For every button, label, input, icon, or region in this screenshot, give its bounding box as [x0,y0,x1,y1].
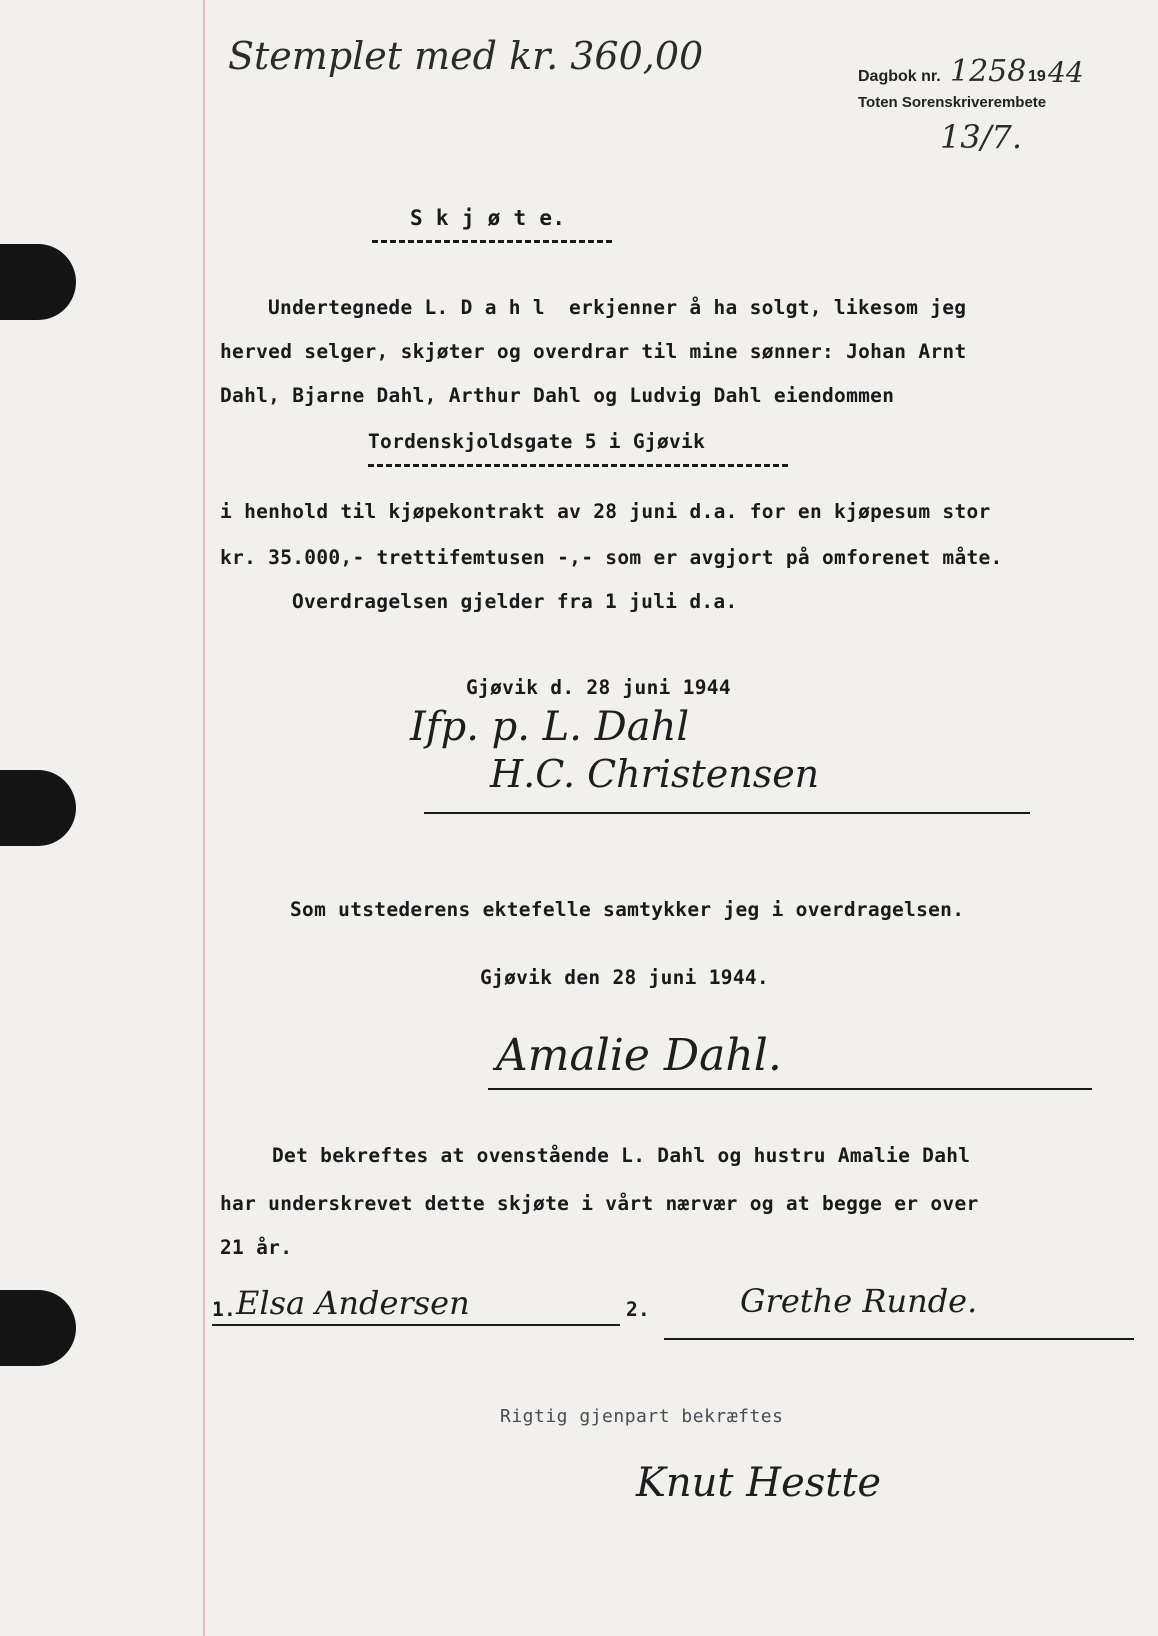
title-underline [372,240,612,243]
punch-hole-middle [0,770,76,846]
punch-hole-top [0,244,76,320]
witness-signature-2: Grethe Runde. [740,1282,978,1320]
dagbok-year-suffix: 44 [1048,56,1084,89]
witness-signature-1: Elsa Andersen [236,1284,470,1322]
office-name: Toten Sorenskriverembete [858,94,1047,111]
witness-line-1: Det bekreftes at ovenstående L. Dahl og hustru Amalie Dahl [272,1144,971,1167]
document-title: S k j ø t e. [410,206,566,230]
margin-line [203,0,205,1636]
stamp-note: Stemplet med kr. 360,00 [228,34,704,78]
certification-signature: Knut Hestte [636,1460,882,1506]
body-line-6: Overdragelsen gjelder fra 1 juli d.a. [292,590,738,613]
consent-text: Som utstederens ektefelle samtykker jeg i overdragelsen. [290,898,965,921]
witness-rule-1 [212,1324,620,1326]
body-line-5: kr. 35.000,- trettifemtusen -,- som er avgjort på omforenet måte. [220,546,1003,569]
date-note: 13/7. [940,118,1023,156]
witness-line-3: 21 år. [220,1236,293,1259]
signature-amalie-dahl: Amalie Dahl. [496,1030,782,1081]
property-underline [368,464,788,467]
punch-hole-bottom [0,1290,76,1366]
witness-number-1: 1. [212,1298,237,1321]
certification-text: Rigtig gjenpart bekræftes [500,1406,784,1427]
body-line-4: i henhold til kjøpekontrakt av 28 juni d.a. for en kjøpesum stor [220,500,991,523]
body-line-1: Undertegnede L. D a h l erkjenner å ha solgt, likesom jeg [268,296,967,319]
dagbok-number: 1258 [950,54,1027,89]
signature-rule-1 [424,812,1030,814]
witness-number-2: 2. [626,1298,651,1321]
witness-rule-2 [664,1338,1134,1340]
signature-dahl: Ifp. p. L. Dahl [410,704,690,750]
consent-place-date: Gjøvik den 28 juni 1944. [480,966,769,989]
witness-line-2: har underskrevet dette skjøte i vårt nærvær og at begge er over [220,1192,979,1215]
dagbok-label: Dagbok nr. [858,68,941,85]
property-name: Tordenskjoldsgate 5 i Gjøvik [368,430,706,453]
body-line-2: herved selger, skjøter og overdrar til mine sønner: Johan Arnt [220,340,967,363]
body-line-3: Dahl, Bjarne Dahl, Arthur Dahl og Ludvig Dahl eiendommen [220,384,895,407]
dagbok-year-prefix: 19 [1028,68,1046,85]
signing-place-date: Gjøvik d. 28 juni 1944 [466,676,731,699]
signature-rule-2 [488,1088,1092,1090]
signature-christensen: H.C. Christensen [490,752,820,796]
